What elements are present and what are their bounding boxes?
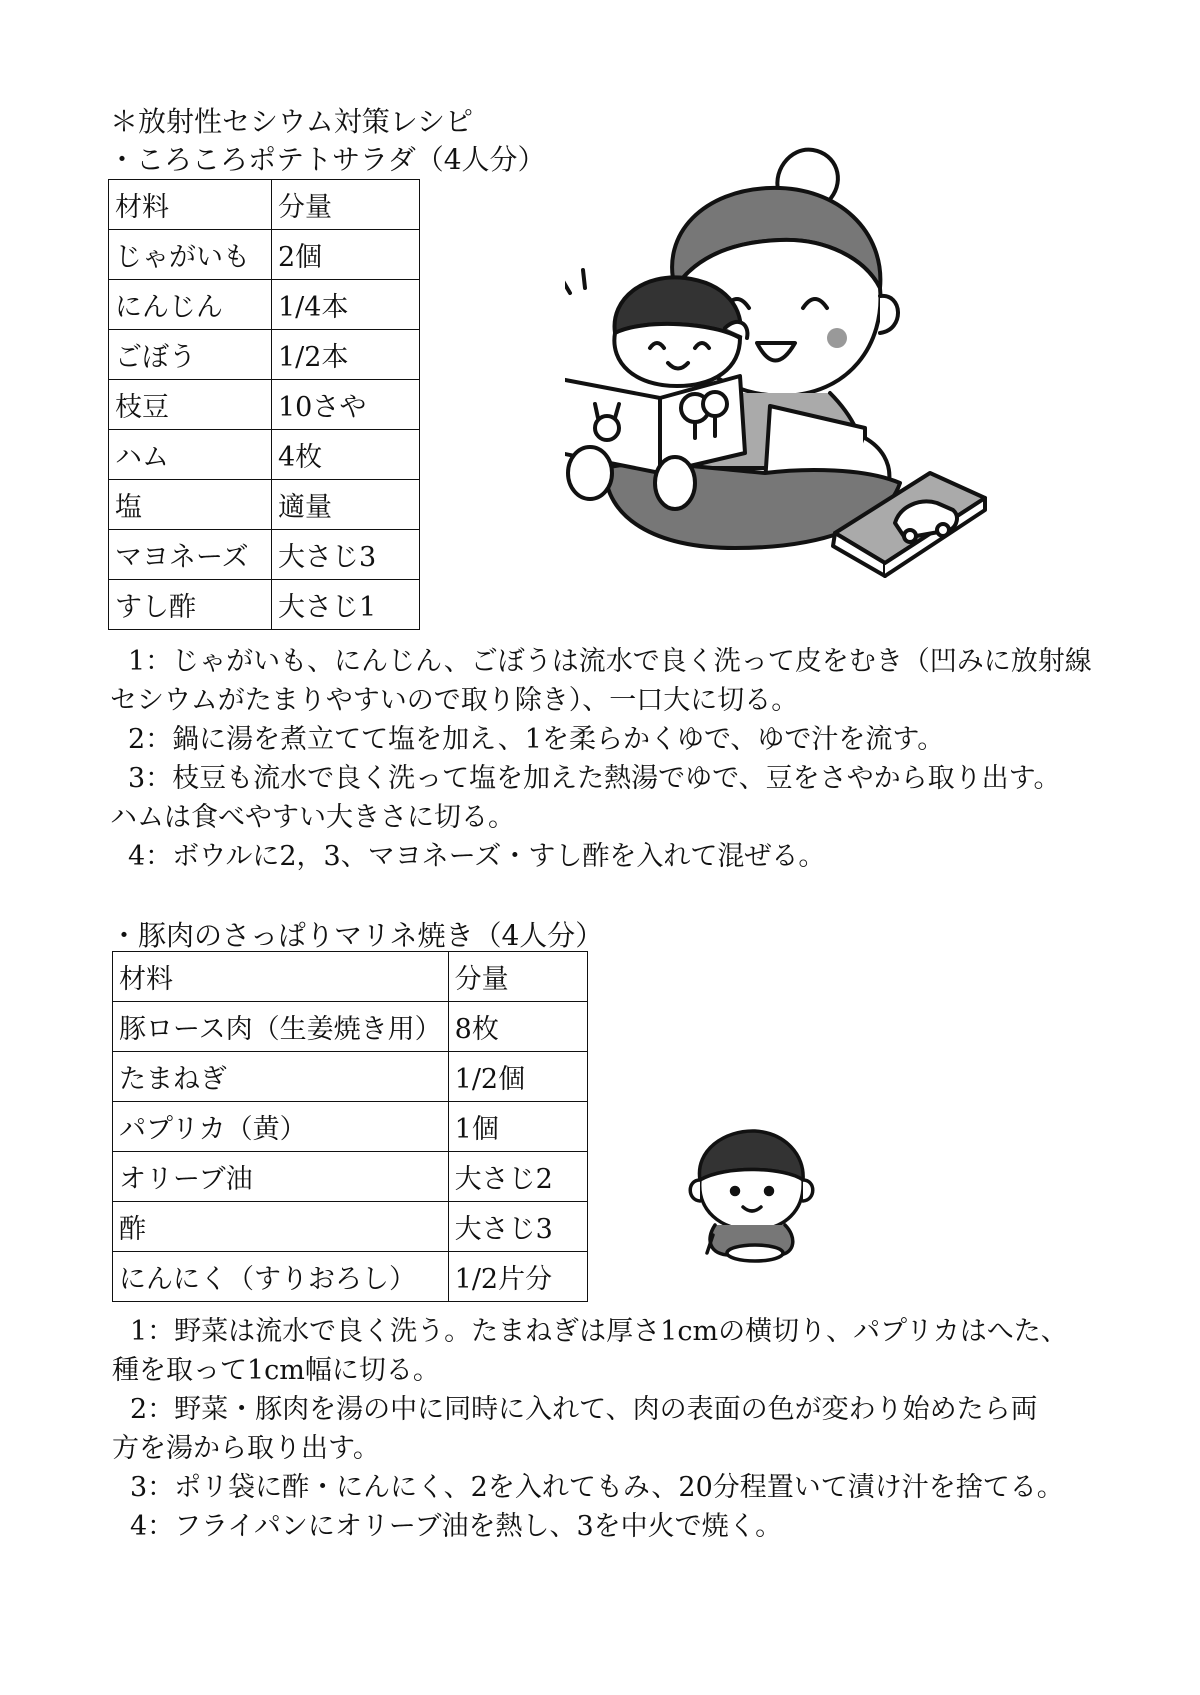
ingredient-name: 枝豆 — [109, 380, 272, 430]
table-row — [109, 580, 420, 630]
table-header-cell: 材料 — [113, 952, 449, 1002]
recipe-2-steps — [112, 1312, 1112, 1546]
table-row — [109, 380, 420, 430]
step-text: セシウムがたまりやすいので取り除き）、一口大に切る。 — [110, 685, 799, 716]
table-row — [113, 1252, 588, 1302]
table-row — [109, 280, 420, 330]
recipe-2-ingredients-table — [112, 951, 588, 1302]
ingredient-name: オリーブ油 — [113, 1152, 449, 1202]
table-header-row — [109, 180, 420, 230]
step-text: 2：鍋に湯を煮立てて塩を加え、1を柔らかくゆで、ゆで汁を流す。 — [128, 724, 945, 755]
ingredient-amount: 1/2片分 — [448, 1252, 587, 1302]
page-heading: ＊放射性セシウム対策レシピ — [110, 105, 474, 138]
table-header-row — [113, 952, 588, 1002]
ingredient-name: にんにく（すりおろし） — [113, 1252, 449, 1302]
ingredient-amount: 大さじ3 — [272, 530, 420, 580]
ingredient-amount: 大さじ1 — [272, 580, 420, 630]
ingredient-amount: 1/2個 — [448, 1052, 587, 1102]
table-header-cell: 材料 — [109, 180, 272, 230]
ingredient-amount: 4枚 — [272, 430, 420, 480]
recipe-1-title: ・ころころポテトサラダ（4人分） — [108, 143, 546, 176]
ingredient-amount: 1/4本 — [272, 280, 420, 330]
table-header-cell: 分量 — [272, 180, 420, 230]
ingredient-amount: 10さや — [272, 380, 420, 430]
step-text: 方を湯から取り出す。 — [112, 1433, 380, 1464]
step-text: 2：野菜・豚肉を湯の中に同時に入れて、肉の表面の色が変わり始めたら両 — [130, 1394, 1038, 1425]
recipe-1-ingredients-table — [108, 179, 420, 630]
step-text: 4：フライパンにオリーブ油を熱し、3を中火で焼く。 — [130, 1511, 783, 1542]
table-row — [109, 480, 420, 530]
step-text: 3：枝豆も流水で良く洗って塩を加えた熱湯でゆで、豆をさやから取り出す。 — [128, 763, 1061, 794]
step-text: 1：野菜は流水で良く洗う。たまねぎは厚さ1cmの横切り、パプリカはへた、 — [130, 1316, 1068, 1347]
ingredient-name: たまねぎ — [113, 1052, 449, 1102]
step-text: 3：ポリ袋に酢・にんにく、2を入れてもみ、20分程置いて漬け汁を捨てる。 — [130, 1472, 1064, 1503]
table-row — [109, 530, 420, 580]
ingredient-name: パプリカ（黄） — [113, 1102, 449, 1152]
ingredient-amount: 大さじ2 — [448, 1152, 587, 1202]
step-text: 1：じゃがいも、にんじん、ごぼうは流水で良く洗って皮をむき（凹みに放射線 — [128, 646, 1092, 677]
step-text: ハムは食べやすい大きさに切る。 — [110, 802, 515, 833]
ingredient-name: じゃがいも — [109, 230, 272, 280]
table-header-cell: 分量 — [448, 952, 587, 1002]
table-row — [109, 330, 420, 380]
step-text: 4：ボウルに2，3、マヨネーズ・すし酢を入れて混ぜる。 — [128, 841, 826, 872]
ingredient-amount: 1個 — [448, 1102, 587, 1152]
ingredient-name: 酢 — [113, 1202, 449, 1252]
table-row — [109, 230, 420, 280]
mother-reading-picture-book-to-child-illustration — [565, 138, 1040, 578]
step-text: 種を取って1cm幅に切る。 — [112, 1355, 440, 1386]
ingredient-amount: 大さじ3 — [448, 1202, 587, 1252]
child-eating-illustration — [685, 1125, 820, 1265]
ingredient-amount: 適量 — [272, 480, 420, 530]
ingredient-name: ハム — [109, 430, 272, 480]
ingredient-name: ごぼう — [109, 330, 272, 380]
ingredient-amount: 2個 — [272, 230, 420, 280]
ingredient-amount: 8枚 — [448, 1002, 587, 1052]
table-row — [113, 1052, 588, 1102]
recipe-1-steps — [110, 642, 1110, 876]
ingredient-name: すし酢 — [109, 580, 272, 630]
table-row — [109, 430, 420, 480]
table-row — [113, 1002, 588, 1052]
ingredient-amount: 1/2本 — [272, 330, 420, 380]
ingredient-name: 塩 — [109, 480, 272, 530]
ingredient-name: マヨネーズ — [109, 530, 272, 580]
ingredient-name: にんじん — [109, 280, 272, 330]
table-row — [113, 1102, 588, 1152]
table-row — [113, 1202, 588, 1252]
ingredient-name: 豚ロース肉（生姜焼き用） — [113, 1002, 449, 1052]
recipe-2-title: ・豚肉のさっぱりマリネ焼き（4人分） — [110, 919, 604, 952]
table-row — [113, 1152, 588, 1202]
